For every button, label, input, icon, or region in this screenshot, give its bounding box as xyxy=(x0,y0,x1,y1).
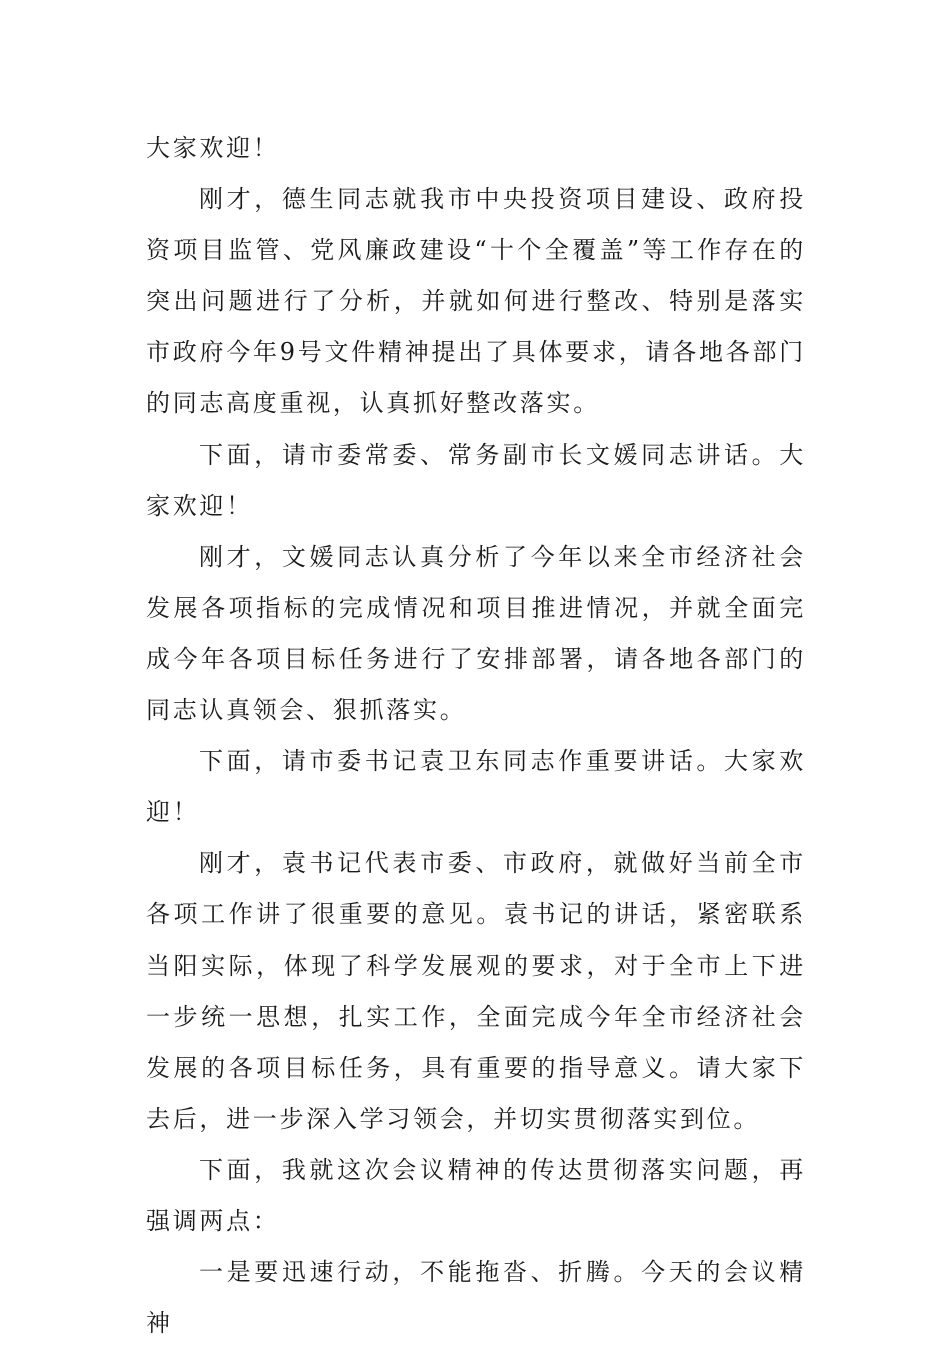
paragraph-1: 大家欢迎！ xyxy=(146,134,280,162)
paragraph-6: 刚才，袁书记代表市委、市政府，就做好当前全市各项工作讲了很重要的意见。袁书记的讲话，紧密联系当阳实际，体现了科学发展观的要求，对于全市上下进一步统一思想，扎实工作，全面完成今年全市经济社会发展的各项目标任务，具有重要的指导意义。请大家下去后，进一步深入学习领会，并切实贯彻落实到位。 xyxy=(146,849,806,1133)
paragraph-3: 下面，请市委常委、常务副市长文媛同志讲话。大家欢迎！ xyxy=(146,440,806,520)
paragraph-7: 下面，我就这次会议精神的传达贯彻落实问题，再强调两点： xyxy=(146,1155,806,1235)
paragraph-4: 刚才，文媛同志认真分析了今年以来全市经济社会发展各项指标的完成情况和项目推进情况，并就全面完成今年各项目标任务进行了安排部署，请各地各部门的同志认真领会、狠抓落实。 xyxy=(146,542,806,725)
document-page xyxy=(146,123,806,1349)
paragraph-8: 一是要迅速行动，不能拖沓、折腾。今天的会议精神 xyxy=(146,1258,806,1338)
paragraph-2: 刚才，德生同志就我市中央投资项目建设、政府投资项目监管、党风廉政建设“十个全覆盖”等工作存在的突出问题进行了分析，并就如何进行整改、特别是落实市政府今年9号文件精神提出了具体要求，请各地各部门的同志高度重视，认真抓好整改落实。 xyxy=(146,185,806,418)
paragraph-5: 下面，请市委书记袁卫东同志作重要讲话。大家欢迎！ xyxy=(146,747,806,827)
